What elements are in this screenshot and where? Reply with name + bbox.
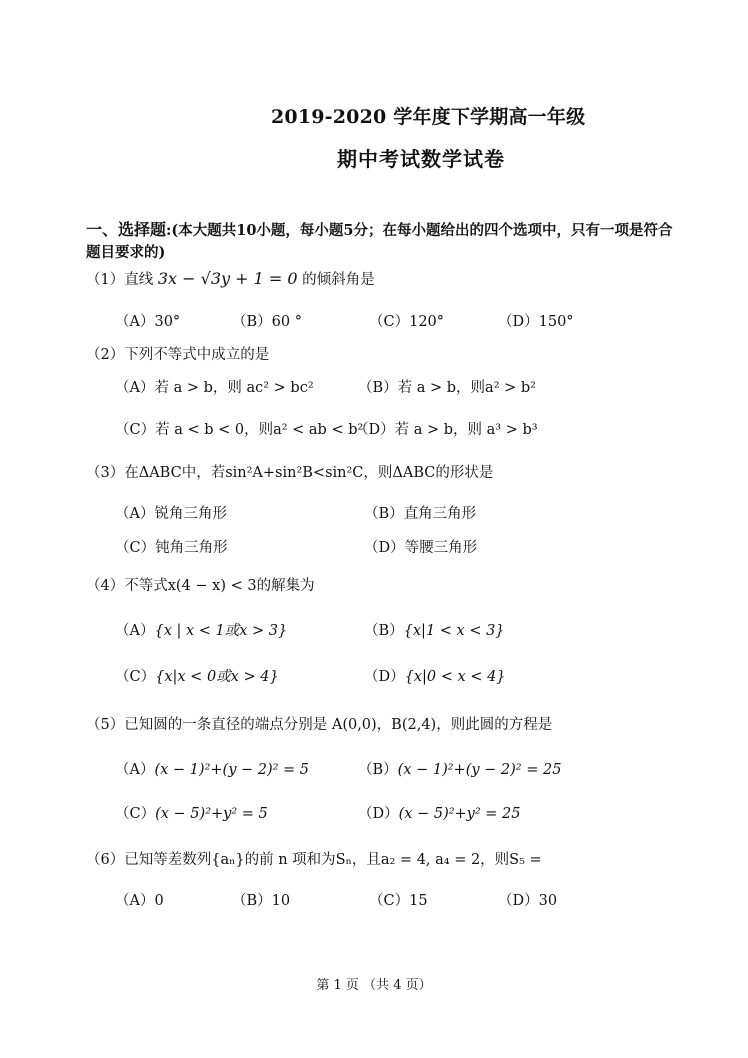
equation: 3x − √3y + 1 = 0 bbox=[157, 269, 298, 288]
question-4 bbox=[86, 574, 315, 595]
section-title: 一、选择题 bbox=[86, 220, 167, 239]
option-d bbox=[364, 665, 506, 686]
question-stem: 直线 bbox=[124, 272, 154, 288]
option-d: （D）150° bbox=[498, 314, 574, 330]
question-stem: 已知圆的一条直径的端点分别是 A(0,0)，B(2,4)，则此圆的方程是 bbox=[124, 717, 553, 733]
question-6 bbox=[86, 848, 542, 869]
question-stem: 在ΔABC中，若sin²A+sin²B<sin²C，则ΔABC的形状是 bbox=[124, 465, 494, 481]
option-a: （A）若 a > b，则 ac² > bc² bbox=[115, 380, 314, 396]
question-5 bbox=[86, 713, 552, 734]
option-label: （A） bbox=[115, 762, 155, 778]
question-number: （2） bbox=[86, 347, 125, 363]
option-value: (x − 1)²+(y − 2)² = 25 bbox=[397, 762, 562, 778]
question-stem: 不等式x(4 − x) < 3的解集为 bbox=[124, 578, 315, 594]
option-c: （C）若 a < b < 0，则a² < ab < b² bbox=[115, 422, 364, 438]
option-a bbox=[115, 758, 309, 779]
option-b: （B）60 ° bbox=[232, 314, 302, 330]
option-value: {x|1 < x < 3} bbox=[403, 623, 505, 639]
question-number: （3） bbox=[86, 465, 125, 481]
option-value: (x − 5)²+y² = 5 bbox=[155, 806, 268, 822]
option-c: （C）钝角三角形 bbox=[115, 540, 228, 556]
option-b: （B）若 a > b，则a² > b² bbox=[358, 380, 536, 396]
question-2 bbox=[86, 343, 269, 364]
option-label: （D） bbox=[358, 806, 399, 822]
option-c bbox=[115, 802, 268, 823]
section-heading bbox=[86, 219, 686, 264]
question-1 bbox=[86, 268, 375, 289]
question-number: （4） bbox=[86, 578, 125, 594]
option-c bbox=[115, 665, 279, 686]
option-d bbox=[358, 802, 521, 823]
option-label: （C） bbox=[115, 806, 156, 822]
option-value: (x − 1)²+(y − 2)² = 5 bbox=[154, 762, 310, 778]
option-c: （C）15 bbox=[369, 893, 428, 909]
option-b: （B）直角三角形 bbox=[364, 506, 477, 522]
question-number: （1） bbox=[86, 272, 125, 288]
option-value: {x|0 < x < 4} bbox=[404, 669, 506, 685]
option-d: （D）若 a > b，则 a³ > b³ bbox=[354, 422, 538, 438]
option-b: （B）10 bbox=[232, 893, 291, 909]
section-instructions: :(本大题共10小题，每小题5分；在每小题给出的四个选项中，只有一项是符合题目要求的) bbox=[86, 222, 673, 261]
option-d: （D）等腰三角形 bbox=[364, 540, 478, 556]
option-a: （A）30° bbox=[115, 314, 181, 330]
option-d: （D）30 bbox=[498, 893, 558, 909]
exam-title: 2019-2020 学年度下学期高一年级 bbox=[271, 106, 586, 128]
question-stem: 下列不等式中成立的是 bbox=[124, 347, 270, 363]
option-b bbox=[358, 758, 561, 779]
option-label: （B） bbox=[364, 623, 404, 639]
option-a: （A）0 bbox=[115, 893, 164, 909]
option-a bbox=[115, 619, 287, 640]
question-number: （6） bbox=[86, 852, 125, 868]
exam-subtitle: 期中考试数学试卷 bbox=[337, 147, 505, 171]
page-footer: 第 1 页 （共 4 页） bbox=[316, 978, 432, 993]
option-c: （C）120° bbox=[369, 314, 445, 330]
option-a: （A）锐角三角形 bbox=[115, 506, 227, 522]
option-label: （A） bbox=[115, 623, 155, 639]
option-label: （C） bbox=[115, 669, 156, 685]
option-value: {x|x < 0或x > 4} bbox=[155, 669, 279, 685]
question-stem: 的倾斜角是 bbox=[302, 272, 375, 288]
option-label: （B） bbox=[358, 762, 398, 778]
question-stem: 已知等差数列{aₙ}的前 n 项和为Sₙ，且a₂ = 4, a₄ = 2，则S₅ = bbox=[124, 852, 542, 868]
question-number: （5） bbox=[86, 717, 125, 733]
option-value: {x | x < 1或x > 3} bbox=[154, 623, 288, 639]
option-label: （D） bbox=[364, 669, 405, 685]
option-b bbox=[364, 619, 505, 640]
option-value: (x − 5)²+y² = 25 bbox=[398, 806, 521, 822]
question-3 bbox=[86, 461, 493, 482]
